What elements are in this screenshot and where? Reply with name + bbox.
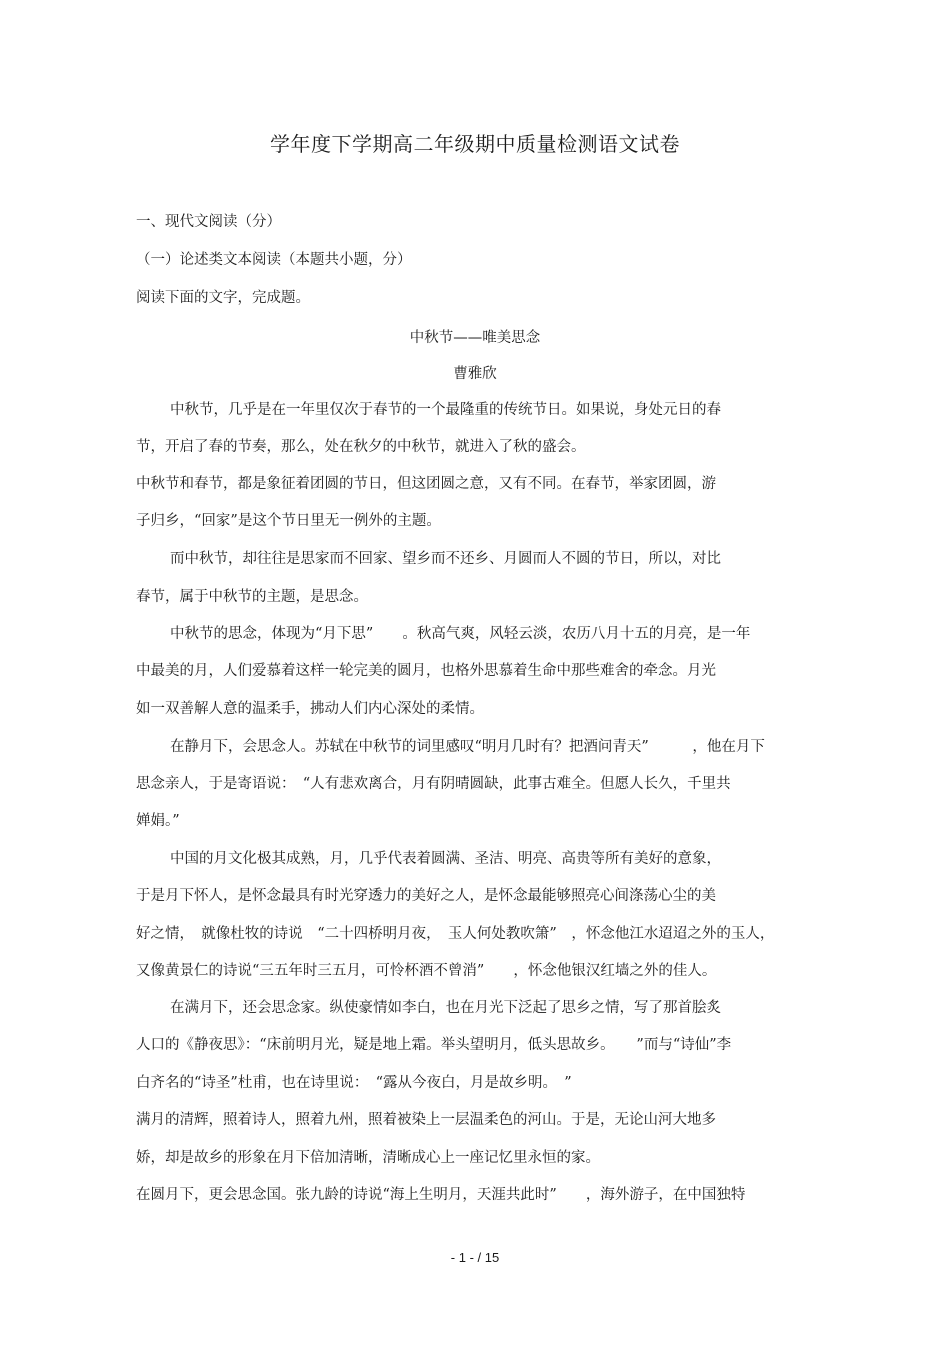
paragraph-line: 在圆月下，更会思念国。张九龄的诗说“海上生明月，天涯共此时” ，海外游子，在中国独特 [136,1187,746,1203]
paragraph-line: 思念亲人，于是寄语说： “人有悲欢离合，月有阴晴圆缺，此事古难全。但愿人长久，千里共 [136,776,731,792]
paragraph-line: 中秋节，几乎是在一年里仅次于春节的一个最隆重的传统节日。如果说，身处元日的春 [170,402,721,418]
paragraph-line: 中国的月文化极其成熟，月，几乎代表着圆满、圣洁、明亮、高贵等所有美好的意象， [170,851,721,867]
paragraph-line: 白齐名的“诗圣”杜甫，也在诗里说： “露从今夜白，月是故乡明。 ” [136,1075,572,1091]
paragraph-line: 而中秋节，却往往是思家而不回家、望乡而不还乡、月圆而人不圆的节日，所以，对比 [170,551,721,567]
exam-title: 学年度下学期高二年级期中质量检测语文试卷 [270,132,680,156]
paragraph-line: 中最美的月，人们爱慕着这样一轮完美的圆月，也格外思慕着生命中那些难舍的牵念。月光 [136,663,716,679]
paragraph-line: 于是月下怀人，是怀念最具有时光穿透力的美好之人，是怀念最能够照亮心间涤荡心尘的美 [136,888,716,904]
paragraph-line: 子归乡，“回家”是这个节日里无一例外的主题。 [136,513,441,529]
paragraph-line: 娇，却是故乡的形象在月下倍加清晰，清晰成心上一座记忆里永恒的家。 [136,1150,600,1166]
page-number: - 1 - / 15 [450,1250,500,1265]
paragraph-line: 在静月下，会思念人。苏轼在中秋节的词里感叹“明月几时有？把酒问青天” ，他在月下 [170,739,765,755]
paragraph-line: 中秋节的思念，体现为“月下思” 。秋高气爽，风轻云淡，农历八月十五的月亮，是一年 [170,626,751,642]
paragraph-line: 人口的《静夜思》：“床前明月光，疑是地上霜。举头望明月，低头思故乡。 ”而与“诗仙”李 [136,1037,732,1053]
article-title: 中秋节——唯美思念 [409,330,541,346]
paragraph-line: 满月的清辉，照着诗人，照着九州，照着被染上一层温柔色的河山。于是，无论山河大地多 [136,1112,716,1128]
paragraph-line: 中秋节和春节，都是象征着团圆的节日，但这团圆之意，又有不同。在春节，举家团圆，游 [136,476,716,492]
reading-instruction: 阅读下面的文字，完成题。 [136,290,310,306]
paragraph-line: 春节，属于中秋节的主题，是思念。 [136,589,368,605]
paragraph-line: 在满月下，还会思念家。纵使豪情如李白，也在月光下泛起了思乡之情，写了那首脍炙 [170,1000,721,1016]
section-heading: 一、现代文阅读（分） [136,214,281,230]
article-author: 曹雅欣 [453,366,497,382]
subsection-heading: （一）论述类文本阅读（本题共小题，分） [136,252,412,268]
paragraph-line: 好之情， 就像杜牧的诗说 “二十四桥明月夜， 玉人何处教吹箫” ，怀念他江水迢迢之外的玉人， [136,926,775,942]
paragraph-line: 又像黄景仁的诗说“三五年时三五月，可怜杯酒不曾消” ，怀念他银汉红墙之外的佳人。 [136,963,717,979]
paragraph-line: 节，开启了春的节奏，那么，处在秋夕的中秋节，就进入了秋的盛会。 [136,439,586,455]
paragraph-line: 如一双善解人意的温柔手，拂动人们内心深处的柔情。 [136,701,484,717]
paragraph-line: 婵娟。” [136,813,180,829]
